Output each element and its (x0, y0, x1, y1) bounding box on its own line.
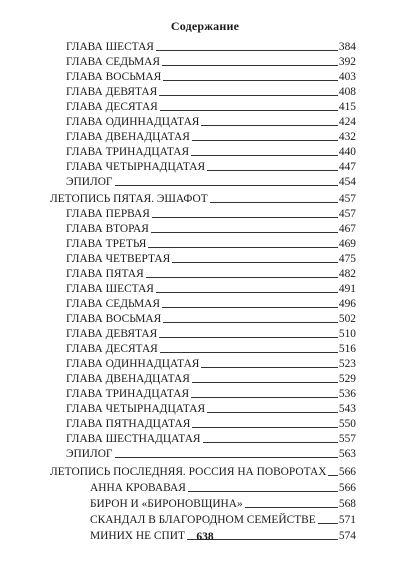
toc-entry-page-number: 529 (338, 373, 356, 385)
toc-leader-line (172, 262, 338, 263)
toc-entry-page-number: 536 (338, 388, 356, 400)
toc-entry-title: ГЛАВА ДВЕНАДЦАТАЯ (66, 131, 190, 143)
page-header: Содержание (170, 19, 240, 33)
toc-entry-page-number: 447 (338, 161, 356, 173)
toc-entry (66, 312, 356, 326)
toc-entry (66, 145, 356, 159)
toc-leader-line (148, 247, 338, 248)
toc-entry (66, 282, 356, 296)
toc-entry-title: ГЛАВА ТРЕТЬЯ (66, 238, 147, 250)
toc-entry (66, 207, 356, 221)
toc-leader-line (115, 457, 338, 458)
toc-entry-title: ГЛАВА ПЯТНАДЦАТАЯ (66, 418, 191, 430)
toc-entry-page-number: 550 (338, 418, 356, 430)
toc-entry-page-number: 510 (338, 328, 356, 340)
toc-leader-line (318, 523, 338, 524)
toc-entry-title: ГЛАВА ДЕВЯТАЯ (66, 328, 158, 340)
toc-entry-page-number: 543 (338, 403, 356, 415)
toc-entry (66, 70, 356, 84)
toc-entry-title: ЭПИЛОГ (66, 176, 113, 188)
toc-entry-title: СКАНДАЛ В БЛАГОРОДНОМ СЕМЕЙСТВЕ (90, 514, 316, 526)
toc-leader-line (151, 232, 338, 233)
toc-entry-title: ЛЕТОПИСЬ ПЯТАЯ. ЭШАФОТ (50, 193, 208, 205)
toc-leader-line (191, 397, 338, 398)
toc-entry-title: ГЛАВА ДЕСЯТАЯ (66, 343, 158, 355)
toc-entry-page-number: 516 (338, 343, 356, 355)
toc-leader-line (188, 491, 338, 492)
toc-leader-line (210, 202, 338, 203)
toc-entry-page-number: 563 (338, 448, 356, 460)
toc-entry-title: ГЛАВА ДЕСЯТАЯ (66, 101, 158, 113)
toc-entry-page-number: 496 (338, 298, 356, 310)
toc-leader-line (201, 367, 338, 368)
toc-entry-title: ГЛАВА ЧЕТВЕРТАЯ (66, 253, 171, 265)
toc-leader-line (203, 442, 338, 443)
toc-leader-line (115, 185, 338, 186)
toc-leader-line (192, 140, 338, 141)
toc-entry-title: ГЛАВА СЕДЬМАЯ (66, 298, 160, 310)
toc-entry-title: ГЛАВА ДЕВЯТАЯ (66, 86, 158, 98)
toc-entry-title: ЭПИЛОГ (66, 448, 113, 460)
toc-entry-title: ГЛАВА СЕДЬМАЯ (66, 56, 160, 68)
toc-entry-page-number: 568 (338, 498, 356, 510)
toc-entry-page-number: 491 (338, 283, 356, 295)
toc-leader-line (192, 382, 338, 383)
toc-entry-page-number: 467 (338, 223, 356, 235)
toc-entry (66, 55, 356, 69)
toc-entry-page-number: 384 (338, 41, 356, 53)
toc-entry-page-number: 454 (338, 176, 356, 188)
toc-entry-title: ГЛАВА ОДИННАДЦАТАЯ (66, 116, 200, 128)
toc-leader-line (156, 292, 338, 293)
toc-entry-page-number: 457 (338, 208, 356, 220)
toc-entry-page-number: 523 (338, 358, 356, 370)
toc-entry (66, 447, 356, 461)
toc-entry-title: ГЛАВА ШЕСТАЯ (66, 41, 154, 53)
toc-entry-title: ГЛАВА ПЯТАЯ (66, 268, 144, 280)
toc-entry-title: ГЛАВА ЧЕТЫРНАДЦАТАЯ (66, 403, 206, 415)
toc-leader-line (160, 352, 338, 353)
toc-entry (66, 387, 356, 401)
toc-entry (66, 237, 356, 251)
toc-entry-page-number: 415 (338, 101, 356, 113)
toc-entry-page-number: 408 (338, 86, 356, 98)
toc-leader-line (192, 427, 338, 428)
toc-entry-page-number: 403 (338, 71, 356, 83)
toc-entry-page-number: 475 (338, 253, 356, 265)
toc-entry-page-number: 440 (338, 146, 356, 158)
toc-leader-line (163, 322, 338, 323)
toc-entry (66, 297, 356, 311)
toc-entry (50, 465, 356, 479)
toc-entry (66, 417, 356, 431)
toc-leader-line (146, 277, 338, 278)
toc-leader-line (207, 170, 338, 171)
toc-entry (66, 100, 356, 114)
toc-entry-page-number: 566 (338, 482, 356, 494)
toc-entry (66, 372, 356, 386)
toc-entry-page-number: 457 (338, 193, 356, 205)
toc-entry-page-number: 574 (338, 530, 356, 542)
toc-entry-title: ГЛАВА ВОСЬМАЯ (66, 313, 162, 325)
toc-entry (66, 85, 356, 99)
toc-entry-page-number: 566 (338, 466, 356, 478)
toc-entry (50, 192, 356, 206)
toc-leader-line (245, 507, 338, 508)
toc-entry-page-number: 557 (338, 433, 356, 445)
toc-entry-page-number: 571 (338, 514, 356, 526)
toc-leader-line (207, 412, 338, 413)
toc-entry (66, 175, 356, 189)
toc-entry (66, 160, 356, 174)
toc-entry-title: ЛЕТОПИСЬ ПОСЛЕДНЯЯ. РОССИЯ НА ПОВОРОТАХ (50, 466, 327, 478)
toc-entry-page-number: 469 (338, 238, 356, 250)
toc-entry-title: ГЛАВА ПЕРВАЯ (66, 208, 150, 220)
toc-leader-line (156, 50, 338, 51)
toc-entry-title: ГЛАВА ДВЕНАДЦАТАЯ (66, 373, 190, 385)
toc-entry (66, 342, 356, 356)
toc-entry-title: ГЛАВА ШЕСТНАДЦАТАЯ (66, 433, 201, 445)
toc-leader-line (162, 65, 338, 66)
toc-leader-line (328, 475, 337, 476)
toc-entry (66, 267, 356, 281)
toc-entry-title: ГЛАВА ВОСЬМАЯ (66, 71, 162, 83)
toc-entry-title: ГЛАВА ТРИНАДЦАТАЯ (66, 388, 190, 400)
toc-entry-page-number: 392 (338, 56, 356, 68)
toc-entry-page-number: 432 (338, 131, 356, 143)
toc-entry (66, 130, 356, 144)
toc-leader-line (159, 337, 338, 338)
toc-entry-title: ГЛАВА ЧЕТЫРНАДЦАТАЯ (66, 161, 206, 173)
toc-leader-line (191, 155, 338, 156)
toc-entry (66, 40, 356, 54)
toc-leader-line (159, 95, 338, 96)
toc-entry-page-number: 482 (338, 268, 356, 280)
toc-entry-page-number: 424 (338, 116, 356, 128)
toc-entry-title: ГЛАВА ОДИННАДЦАТАЯ (66, 358, 200, 370)
page-number: 638 (196, 531, 214, 543)
toc-entry-title: ГЛАВА ТРИНАДЦАТАЯ (66, 146, 190, 158)
toc-entry-title: ГЛАВА ШЕСТАЯ (66, 283, 154, 295)
toc-entry (66, 252, 356, 266)
toc-entry-page-number: 502 (338, 313, 356, 325)
toc-entry (66, 402, 356, 416)
toc-entry-title: БИРОН И «БИРОНОВЩИНА» (90, 498, 243, 510)
toc-leader-line (152, 217, 338, 218)
toc-leader-line (160, 110, 338, 111)
toc-entry (66, 222, 356, 236)
toc-entry (66, 115, 356, 129)
toc-entry (90, 497, 356, 511)
toc-entry-title: АННА КРОВАВАЯ (90, 482, 186, 494)
toc-entry (66, 357, 356, 371)
toc-leader-line (162, 307, 338, 308)
toc-entry (90, 513, 356, 527)
toc-entry (66, 327, 356, 341)
toc-leader-line (201, 125, 338, 126)
toc-entry-title: МИНИХ НЕ СПИТ (90, 530, 185, 542)
toc-entry-title: ГЛАВА ВТОРАЯ (66, 223, 149, 235)
toc-entry (66, 432, 356, 446)
toc-entry (90, 481, 356, 495)
toc-leader-line (163, 80, 338, 81)
